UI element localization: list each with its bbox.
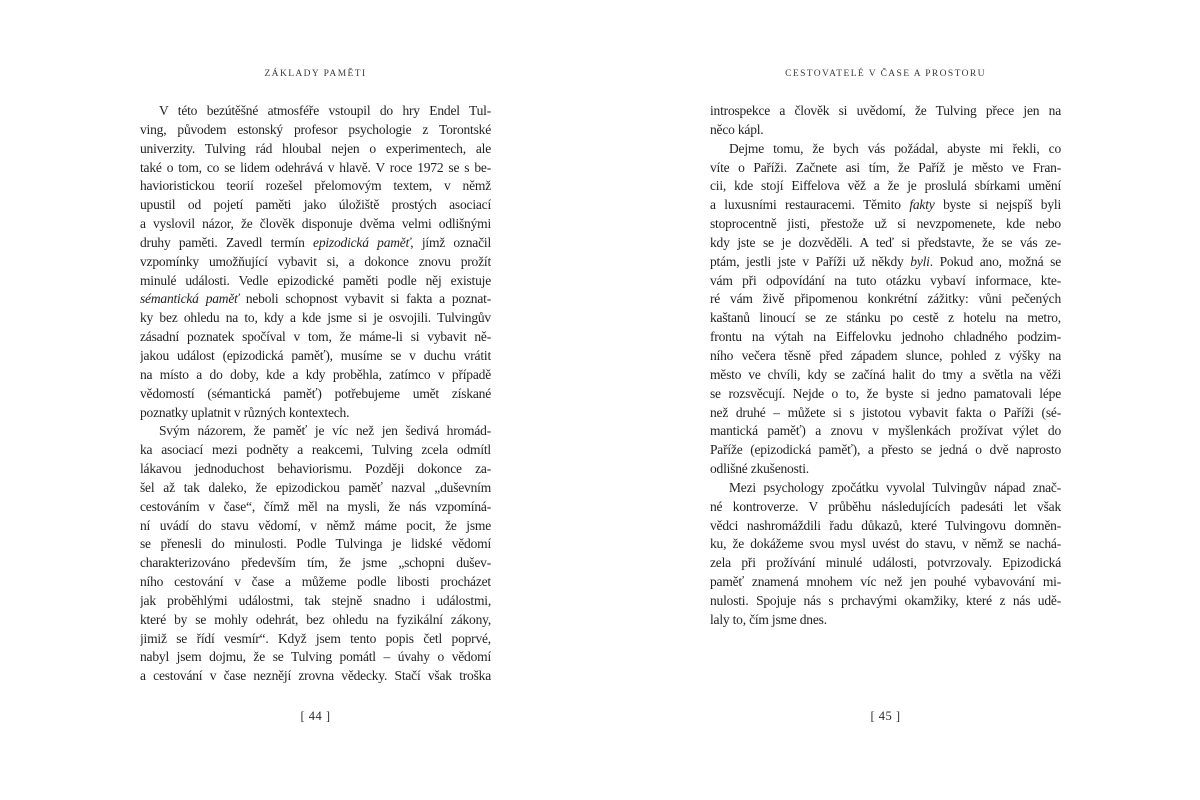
text-line: zásadní poznatek spočíval v tom, že máme-li si vybavit ně-: [140, 329, 491, 345]
text-line: stoprocentně jisti, přestože už si nevzpomenete, kde nebo: [710, 216, 1061, 232]
text-line: které by se mohly odehrát, bez ohledu na fyzikální zákony,: [140, 611, 491, 627]
running-head-left: ZÁKLADY PAMĚTI: [264, 69, 367, 79]
page-number-left: [ 44 ]: [300, 709, 331, 723]
text-line: šel až tak daleko, že epizodickou paměť nazval „duševním: [140, 479, 491, 495]
text-line: mantická paměť) a znovu v myšlenkách prožívat výlet do: [710, 423, 1061, 439]
text-line: Mezi psychology zpočátku vyvolal Tulvingův nápad znač-: [729, 479, 1061, 495]
text-line: kdy jste se je dozvěděli. A teď si představte, že se vás ze-: [710, 234, 1061, 250]
text-line: a vyslovil názor, že člověk disponuje dvěma velmi odlišnými: [140, 216, 491, 232]
text-line: ní uvádí do stavu vědomí, v němž máme pocit, že jsme: [140, 517, 491, 533]
text-line: na místo a do doby, kde a kdy proběhla, zatímco v případě: [140, 366, 491, 382]
text-line: ního večera těsně před západem slunce, pohled z výšky na: [710, 347, 1061, 363]
text-line: Svým názorem, že paměť je víc než jen šedivá hromád-: [159, 423, 491, 439]
text-line: lákavou jednoduchost behaviorismu. Později dokonce za-: [140, 461, 491, 477]
text-line: a cestování v čase neznějí zrovna vědecky. Stačí však troška: [140, 668, 491, 684]
running-head-right: CESTOVATELÉ V ČASE A PROSTORU: [785, 69, 986, 79]
text-line: charakterizováno především tím, že jsme „schopni dušev-: [140, 555, 491, 571]
text-line: vědomostí (sémantická paměť) potřebujeme umět získané: [140, 385, 491, 401]
text-line: ving, původem estonský profesor psychologie z Torontské: [140, 121, 491, 137]
text-line: havioristickou teorií rozešel přelomovým textem, v němž: [140, 178, 491, 194]
page-body-left: [140, 102, 491, 686]
page-body-right: [710, 102, 1061, 630]
text-line: jimiž se řídí vesmír“. Když jsem tento popis četl poprvé,: [140, 630, 491, 646]
text-line: něco kápl.: [710, 121, 764, 137]
text-line: také o tom, co se lidem odehrává v hlavě. V roce 1972 se s be-: [140, 159, 491, 175]
text-line: V této bezútěšné atmosféře vstoupil do hry Endel Tul-: [159, 103, 491, 118]
text-line: univerzity. Tulving rád hloubal nejen o experimentech, ale: [140, 140, 491, 156]
text-line: ka asociací mezi podněty a reakcemi, Tulving zcela odmítl: [140, 442, 491, 458]
text-line: ré vám živě připomenou konkrétní zážitky: vůni pečených: [710, 291, 1061, 307]
text-line: cii, kde stojí Eiffelova věž a že je proslulá sbírkami umění: [710, 178, 1061, 194]
text-line: kaštanů linoucí se ze stánku po cestě z hotelu na metro,: [710, 310, 1061, 326]
text-line: poznatky uplatnit v různých kontextech.: [140, 404, 350, 420]
text-line: sémantická paměť neboli schopnost vybavit si fakta a poznat-: [140, 291, 491, 307]
text-line: víte o Paříži. Začnete asi tím, že Paříž je město ve Fran-: [710, 159, 1061, 175]
text-line: introspekce a člověk si uvědomí, že Tulving přece jen na: [710, 103, 1061, 118]
text-line: upustil od pojetí paměti jako úložiště prostých asociací: [140, 197, 491, 213]
text-line: zela při prožívání minulé události, potvrzovaly. Epizodická: [710, 555, 1061, 571]
text-line: ky bez ohledu na to, kdy a kde jsme si je osvojili. Tulvingův: [140, 310, 491, 326]
text-line: ptám, jestli jste v Paříži už někdy byli. Pokud ano, možná se: [710, 253, 1061, 269]
text-line: jak proběhlými událostmi, tak stejně snadno i událostmi,: [140, 592, 491, 608]
text-line: odlišné zkušenosti.: [710, 461, 809, 477]
text-line: se rozsvěcují. Nejde o to, že byste si jedno pamatovali lépe: [710, 385, 1061, 401]
text-line: a luxusními restauracemi. Těmito fakty byste si nejspíš byli: [710, 197, 1061, 213]
page-left: [140, 0, 491, 800]
text-line: druhy paměti. Zavedl termín epizodická paměť, jímž označil: [140, 234, 491, 250]
text-line: se přenesli do minulosti. Podle Tulvinga je lidské vědomí: [140, 536, 491, 552]
text-line: vám při odpovídání na tuto otázku vybaví informace, kte-: [710, 272, 1061, 288]
text-line: jakou událost (epizodická paměť), musíme se v duchu vrátit: [140, 347, 491, 363]
text-line: né kontroverze. V průběhu následujících padesáti let však: [710, 498, 1061, 514]
text-line: ku, že dokážeme svou mysl uvést do stavu, v němž se nachá-: [710, 536, 1061, 552]
text-line: minulé události. Vedle epizodické paměti podle něj existuje: [140, 272, 491, 288]
text-line: vzpomínky umožňující vybavit si, a dokonce znovu prožít: [140, 253, 491, 269]
page-number-right: [ 45 ]: [870, 709, 901, 723]
text-line: Paříže (epizodická paměť), a přesto se jedná o dvě naprosto: [710, 442, 1061, 458]
text-line: laly to, čím jsme dnes.: [710, 611, 827, 627]
text-line: nulosti. Spojuje nás s prchavými okamžiky, které z nás udě-: [710, 592, 1061, 608]
text-line: cestováním v čase“, čímž měl na mysli, že nás vzpomíná-: [140, 498, 491, 514]
text-line: Dejme tomu, že bych vás požádal, abyste mi řekli, co: [729, 140, 1061, 156]
text-line: vědci nashromáždili řadu důkazů, které Tulvingovu domněn-: [710, 517, 1061, 533]
text-line: paměť znamená mnohem víc než jen pouhé vybavování mi-: [710, 574, 1061, 590]
text-line: než druhé – můžete si s jistotou vybavit fakta o Paříži (sé-: [710, 404, 1061, 420]
text-line: ního cestování v čase a můžeme podle libosti procházet: [140, 574, 491, 590]
text-line: nabyl jsem dojmu, že se Tulving pomátl – úvahy o vědomí: [140, 649, 491, 665]
page-right: [710, 0, 1061, 800]
text-line: frontu na výtah na Eiffelovku jednoho chladného podzim-: [710, 329, 1061, 345]
text-line: město ve chvíli, kdy se začíná halit do tmy a světla na věži: [710, 366, 1061, 382]
